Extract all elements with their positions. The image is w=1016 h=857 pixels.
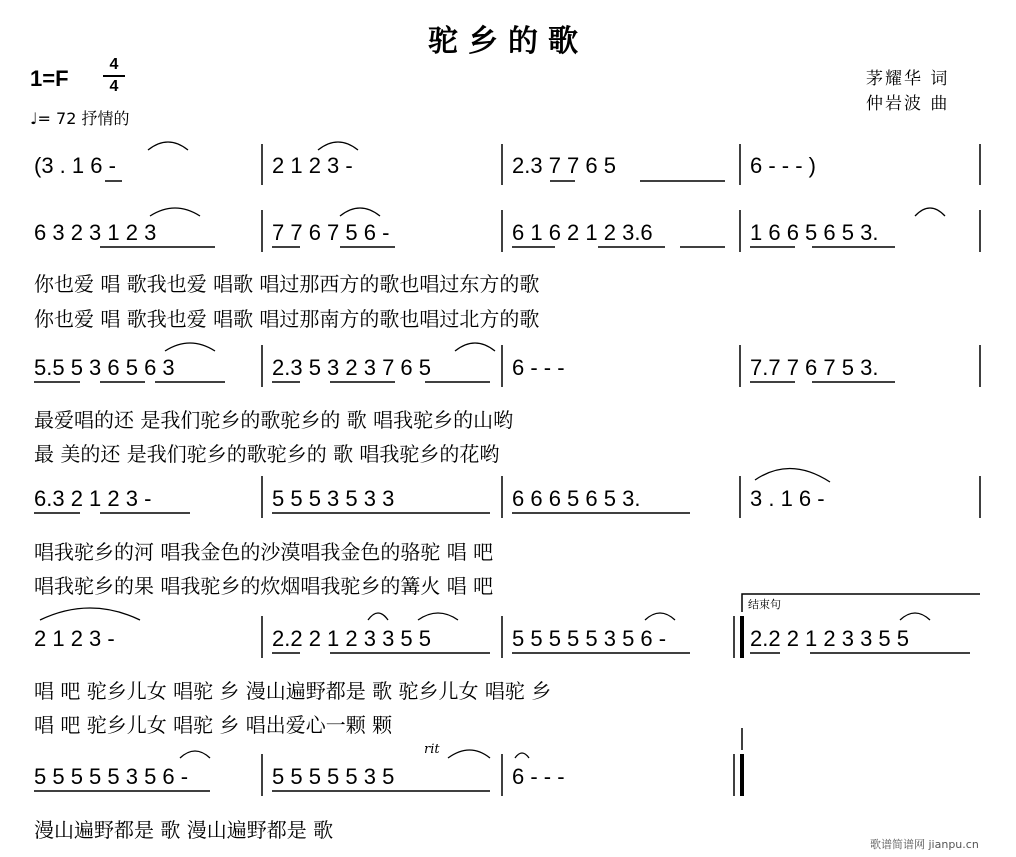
watermark: 歌谱简谱网 jianpu.cn xyxy=(870,838,979,851)
measure-notes: 6 - - - xyxy=(512,764,565,789)
ending-label: 结束句 xyxy=(748,598,781,611)
lyric-line: 唱 吧 驼乡儿女 唱驼 乡 唱出爱心一颗 颗 xyxy=(34,713,393,737)
measure-notes: 2.3 7 7 6 5 xyxy=(512,153,616,178)
measure-notes: 2.2 2 1 2 3 3 5 5 xyxy=(750,626,910,651)
lyricist-credit: 茅耀华 词 xyxy=(866,69,950,89)
measure-notes: 5.5 5 3 6 5 6 3 xyxy=(34,355,175,380)
measure-notes: 5 5 5 5 5 3 5 xyxy=(272,764,395,789)
lyric-line: 最爱唱的还 是我们驼乡的歌驼乡的 歌 唱我驼乡的山哟 xyxy=(34,408,514,432)
lyric-line: 唱我驼乡的河 唱我金色的沙漠唱我金色的骆驼 唱 吧 xyxy=(34,540,494,564)
measure-notes: 7.7 7 6 7 5 3. xyxy=(750,355,879,380)
song-title: 驼乡的歌 xyxy=(428,24,588,59)
measure-notes: 2 1 2 3 - xyxy=(34,626,115,651)
measure-notes: 6 3 2 3 1 2 3 xyxy=(34,220,157,245)
tempo-marking: ♩= 72 抒情的 xyxy=(30,109,130,128)
time-signature-top: 4 xyxy=(109,56,119,73)
measure-notes: 3 . 1 6 - xyxy=(750,486,825,511)
measure-notes: 2.3 5 3 2 3 7 6 5 xyxy=(272,355,432,380)
measure-notes: 7 7 6 7 5 6 - xyxy=(272,220,390,245)
measure-notes: 2.2 2 1 2 3 3 5 5 xyxy=(272,626,432,651)
measure-notes: 5 5 5 3 5 3 3 xyxy=(272,486,395,511)
lyric-line: 最 美的还 是我们驼乡的歌驼乡的 歌 唱我驼乡的花哟 xyxy=(34,442,500,466)
measure-notes: 6.3 2 1 2 3 - xyxy=(34,486,152,511)
measure-notes: (3 . 1 6 - xyxy=(34,153,116,178)
measure-notes: 5 5 5 5 5 3 5 6 - xyxy=(512,626,667,651)
lyric-line: 漫山遍野都是 歌 漫山遍野都是 歌 xyxy=(34,818,334,842)
lyric-line: 唱 吧 驼乡儿女 唱驼 乡 漫山遍野都是 歌 驼乡儿女 唱驼 乡 xyxy=(34,679,552,703)
time-signature-bottom: 4 xyxy=(109,78,119,95)
key-signature: 1=F xyxy=(30,66,69,91)
measure-notes: 6 - - - xyxy=(512,355,565,380)
measure-notes: 6 - - - ) xyxy=(750,153,816,178)
measure-notes: 2 1 2 3 - xyxy=(272,153,353,178)
composer-credit: 仲岩波 曲 xyxy=(866,94,950,114)
measure-notes: 1 6 6 5 6 5 3. xyxy=(750,220,879,245)
lyric-line: 你也爱 唱 歌我也爱 唱歌 唱过那南方的歌也唱过北方的歌 xyxy=(34,307,540,331)
lyric-line: 你也爱 唱 歌我也爱 唱歌 唱过那西方的歌也唱过东方的歌 xyxy=(34,272,540,296)
measure-notes: 5 5 5 5 5 3 5 6 - xyxy=(34,764,189,789)
measure-notes: 6 6 6 5 6 5 3. xyxy=(512,486,641,511)
lyric-line: 唱我驼乡的果 唱我驼乡的炊烟唱我驼乡的篝火 唱 吧 xyxy=(34,574,494,598)
measure-notes: 6 1 6 2 1 2 3.6 xyxy=(512,220,653,245)
rit-marking: rit xyxy=(424,742,440,757)
